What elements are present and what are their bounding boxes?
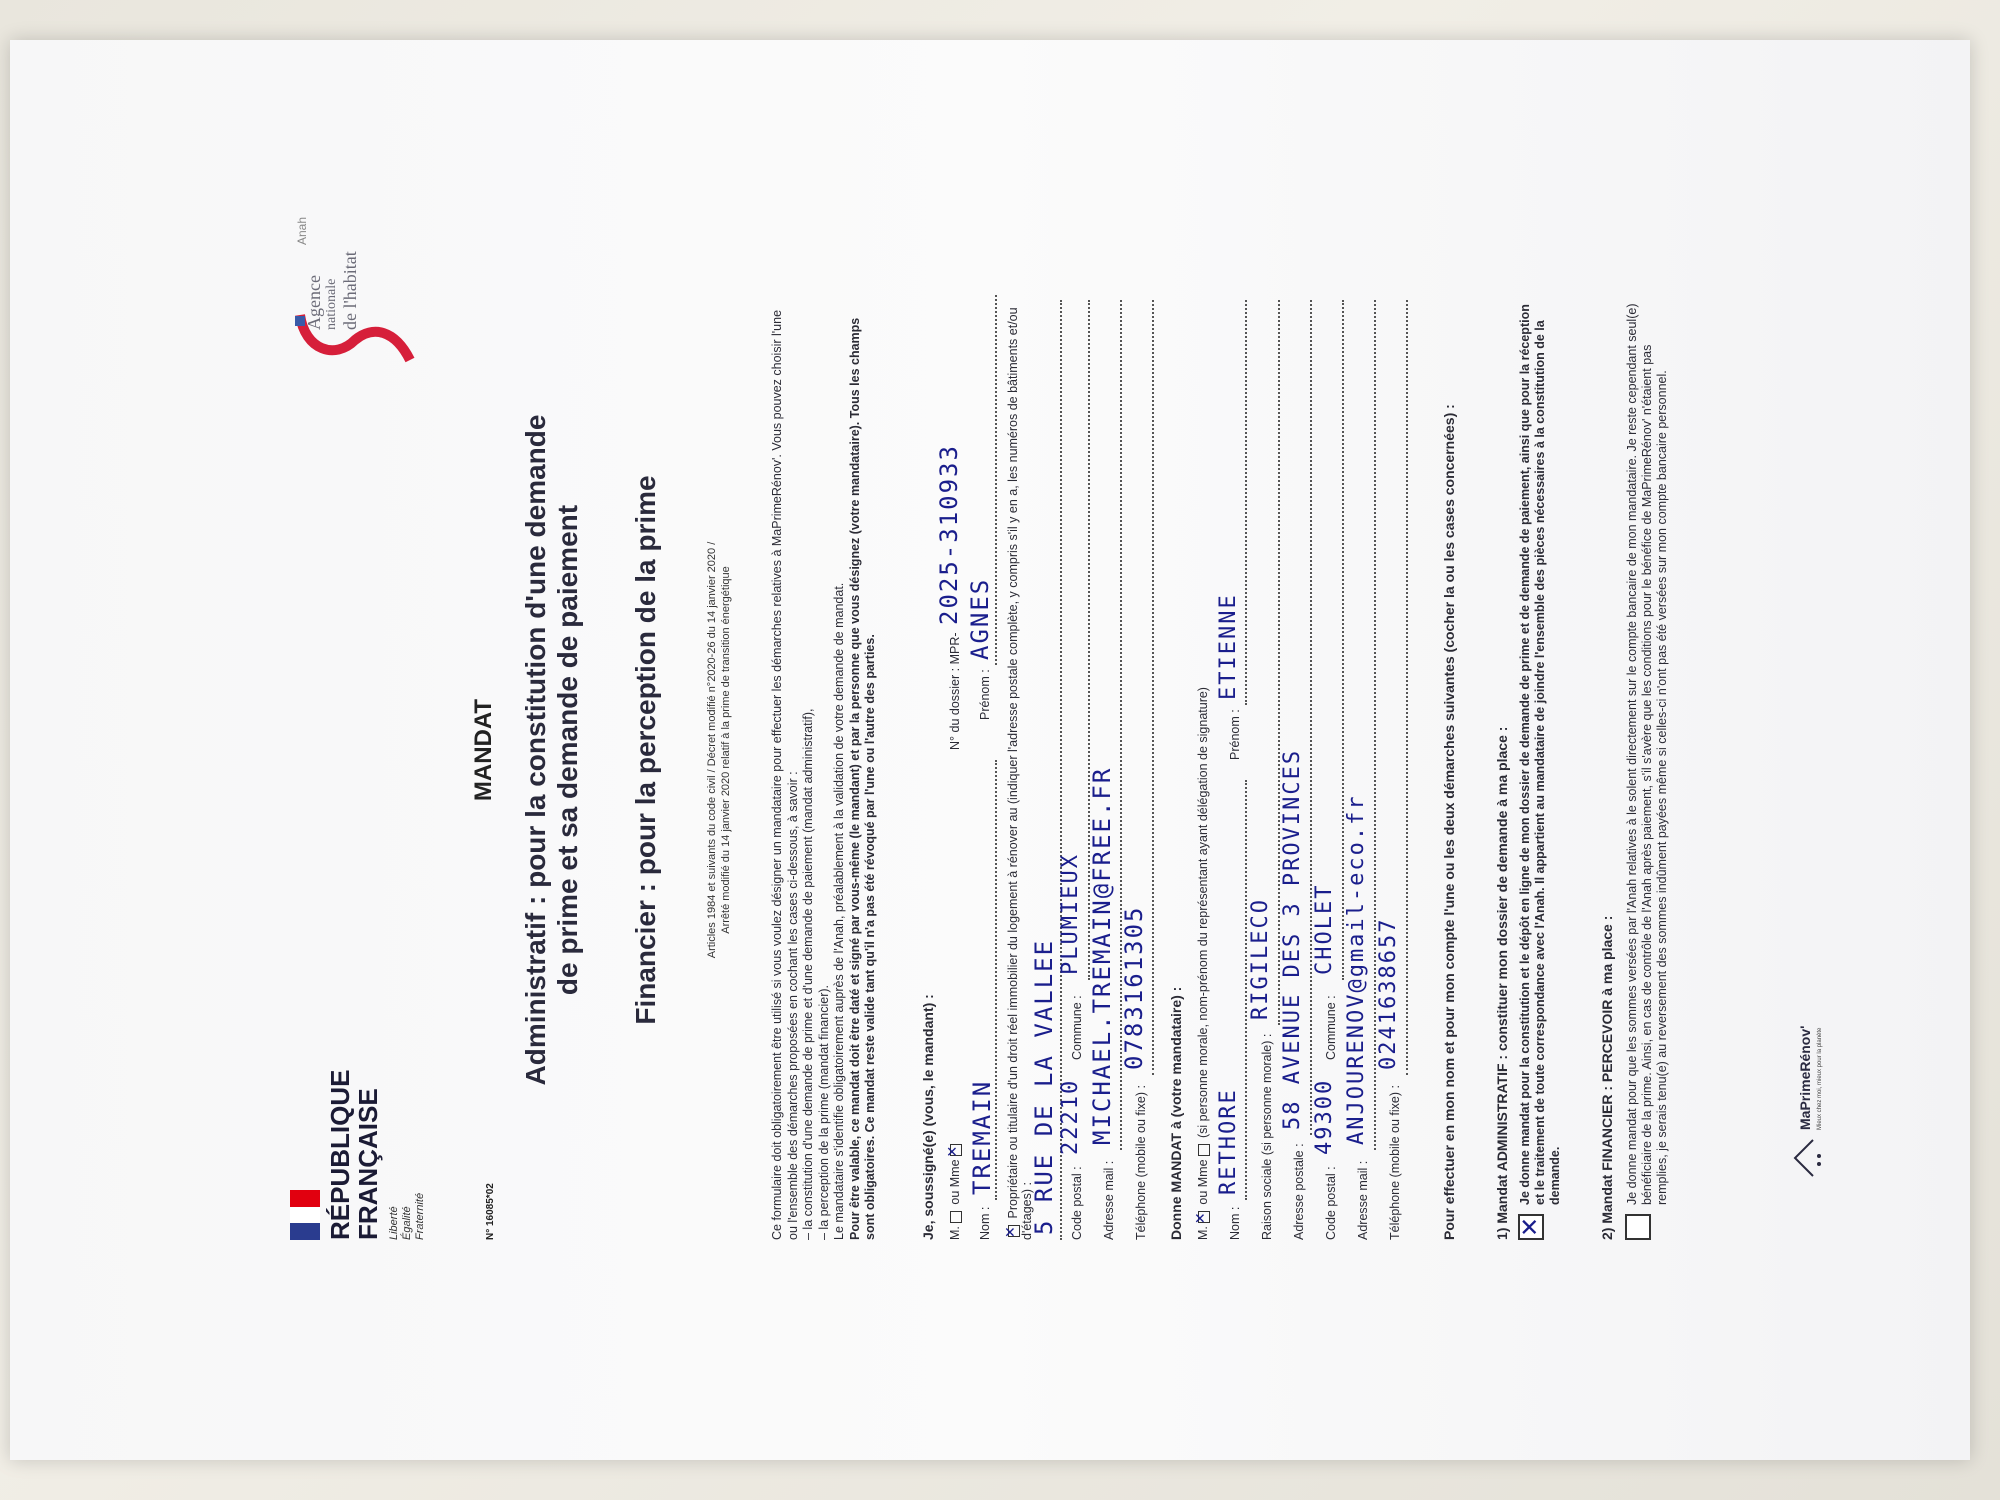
mandant-cp-field[interactable]: 22210	[1058, 1078, 1083, 1155]
agency-short: Anah	[295, 216, 309, 245]
intro-paragraph-5: Pour être valable, ce mandat doit être daté et signé par vous-même (le mandant) et par la personne que vous désignez (votre mandataire). Tous les champs sont obligatoires. Ce mandat reste valide tant qu'il n'a pas été révoqué par l'une ou l'autre des parties.	[847, 317, 877, 1240]
anah-logo	[295, 210, 425, 370]
mandant-heading: Je, soussigné(e) (vous, le mandant) :	[920, 994, 936, 1240]
motto-liberte: Liberté	[388, 1206, 400, 1240]
mandataire-email-label: Adresse mail :	[1356, 1160, 1370, 1240]
mandant-prenom-field[interactable]: AGNES	[966, 577, 994, 660]
mandant-nom-label: Nom :	[978, 1206, 992, 1240]
admin-mandate-heading: 1) Mandat ADMINISTRATIF : constituer mon dossier de demande à ma place :	[1494, 726, 1510, 1240]
mandataire-phone-label: Téléphone (mobile ou fixe) :	[1388, 1085, 1402, 1240]
mandataire-mme-checkbox[interactable]	[1198, 1144, 1210, 1156]
mandant-civility	[944, 1141, 962, 1240]
civility-m-label: M.	[948, 1226, 962, 1240]
agency-line-1: Agence	[304, 275, 324, 330]
mandataire-adresse-field[interactable]: 58 AVENUE DES 3 PROVINCES	[1280, 748, 1305, 1130]
mandataire-note: (si personne morale, nom-prénom du représentant ayant délégation de signature)	[1196, 687, 1210, 1138]
mandataire-commune-field[interactable]: CHOLET	[1312, 883, 1337, 975]
agency-line-2: nationale	[324, 278, 339, 330]
intro-paragraph-4: Le mandataire s'identifie obligatoirement auprès de l'Anah, préalablement à la validation de votre demande de mandat.	[832, 582, 846, 1240]
mandataire-raison-label: Raison sociale (si personne morale) :	[1260, 1033, 1274, 1240]
mandataire-adresse-label: Adresse postale :	[1292, 1143, 1306, 1240]
dossier-number-field[interactable]: 2025-310933	[935, 444, 963, 625]
demarches-intro: Pour effectuer en mon nom et pour mon compte l'une ou les deux démarches suivantes (cocher la ou les cases concernées) :	[1441, 404, 1457, 1240]
agency-line-3: de l'habitat	[340, 251, 360, 330]
articles-line-1: Articles 1984 et suivants du code civil / Décret modifié n°2020-26 du 14 janvier 2020 /	[706, 541, 718, 959]
mandataire-nom-label: Nom :	[1228, 1206, 1242, 1240]
mandataire-phone-field[interactable]: 0241638657	[1376, 917, 1401, 1070]
mandataire-heading: Donne MANDAT à (votre mandataire) :	[1168, 986, 1184, 1240]
page-title: MANDAT	[470, 698, 497, 802]
owner-text: Propriétaire ou titulaire d'un droit réel immobilier du logement à rénover au (indiquer l'adresse postale complète, y compris s'il y en a, les numéros de bâtiments et/ou d'étages) :	[1006, 307, 1034, 1240]
administrative-subtitle	[520, 340, 584, 1160]
admin-mandate-checkbox[interactable]: ✕	[1518, 1214, 1544, 1240]
maprimerenov-tagline: Mieux chez moi, mieux pour la planète	[1817, 1027, 1823, 1130]
mandant-commune-field[interactable]: PLUMIEUX	[1058, 853, 1083, 975]
maprimerenov-logo	[1785, 980, 1845, 1180]
republique-francaise-logo	[290, 1069, 427, 1240]
mandant-commune-label: Commune :	[1070, 995, 1084, 1060]
mandant-phone-label: Téléphone (mobile ou fixe) :	[1134, 1085, 1148, 1240]
administrative-line-2: de prime et sa demande de paiement	[552, 504, 583, 996]
civility-mme-checkbox[interactable]: ✕	[944, 1145, 961, 1158]
republic-name-line-2: FRANÇAISE	[353, 1088, 383, 1240]
articles-line-2: Arrêté modifié du 14 janvier 2020 relatif à la prime de transition énergétique	[720, 566, 732, 934]
intro-text	[770, 300, 879, 1240]
marianne-flag-icon	[290, 1190, 320, 1240]
admin-mandate-text: Je donne mandat pour la constitution et le dépôt en ligne de mon dossier de demande de prime et de demande de paiement, ainsi que pour la réception et le traitement de toute correspondance avec l'Anah. Il appartient au mandataire de joindre l'ensemble des pièces nécessaires à la constitution de la demande.	[1518, 304, 1562, 1205]
form-number: N° 16085*02	[485, 1183, 496, 1240]
financial-mandate-checkbox[interactable]	[1625, 1214, 1651, 1240]
financial-mandate-heading: 2) Mandat FINANCIER : PERCEVOIR à ma place :	[1599, 915, 1615, 1240]
dossier-label: N° du dossier : MPR-	[948, 632, 962, 750]
maprimerenov-brand: MaPrimeRénov'	[1797, 1025, 1813, 1130]
mandataire-commune-line	[1322, 300, 1344, 980]
mandant-email-field[interactable]: MICHAEL.TREMAIN@FREE.FR	[1088, 766, 1116, 1145]
financial-subtitle: Financier : pour la perception de la prime	[630, 475, 661, 1025]
mandataire-cp-field[interactable]: 49300	[1312, 1078, 1337, 1155]
mandataire-commune-label: Commune :	[1324, 995, 1338, 1060]
mandant-cp-label: Code postal :	[1070, 1166, 1084, 1240]
mandataire-email-field[interactable]: ANJOURENOV@gmail-eco.fr	[1344, 794, 1369, 1145]
civility-mme-label: ou Mme	[948, 1159, 962, 1205]
motto-fraternite: Fraternité	[414, 1192, 426, 1240]
civility-m-checkbox[interactable]	[950, 1211, 962, 1223]
paper-sheet	[10, 40, 1970, 1460]
house-icon	[1789, 1136, 1833, 1180]
mandataire-cp-label: Code postal :	[1324, 1166, 1338, 1240]
legal-references	[705, 370, 733, 1130]
intro-paragraph-1: Ce formulaire doit obligatoirement être utilisé si vous voulez désigner un mandataire pour effectuer les démarches relatives à MaPrimeRénov'. Vous pouvez choisir l'une ou l'ensemble des démarches proposées en cochant les cases ci-dessous, à savoir :	[770, 309, 800, 1240]
mandataire-civility	[1192, 687, 1210, 1240]
mandant-nom-field[interactable]: TREMAIN	[968, 1079, 996, 1195]
financial-mandate-text: Je donne mandat pour que les sommes versées par l'Anah relatives à le solent directement sur le compte bancaire de mon mandataire. Je reste cependant seul(e) bénéficiaire de la prime. Ainsi, en cas de contrôle de l'Anah après paiement, s'il s'avère que les conditions pour le bénéfice de MaPrimeRénov' n'étaient pas remplies, je serais tenu(e) au reversement des sommes indûment payées même si celles-ci n'ont pas été versées sur mon compte bancaire personnel.	[1625, 303, 1669, 1205]
mandataire-nom-field[interactable]: RETHORE	[1216, 1088, 1241, 1195]
owner-checkbox[interactable]: ✕	[1002, 1226, 1019, 1238]
mandant-email-label: Adresse mail :	[1102, 1160, 1116, 1240]
mandataire-raison-field[interactable]: RIGILECO	[1248, 898, 1273, 1020]
mandant-address-field[interactable]: 5 RUE DE LA VALLEE	[1030, 938, 1058, 1235]
mandant-prenom-label: Prénom :	[978, 669, 992, 720]
administrative-line-1: Administratif : pour la constitution d'une demande	[520, 414, 551, 1086]
intro-paragraph-3: – la perception de la prime (mandat financier).	[816, 985, 831, 1240]
mandataire-prenom-label: Prénom :	[1228, 709, 1242, 760]
intro-paragraph-2: – la constitution d'une demande de prime et d'une demande de paiement (mandat administratif),	[801, 708, 815, 1240]
mandat-form-page	[40, 100, 1940, 1480]
mandataire-prenom-field[interactable]: ETIENNE	[1216, 593, 1241, 700]
republic-name-line-1: RÉPUBLIQUE	[325, 1069, 355, 1240]
mandataire-m-label: M.	[1196, 1226, 1210, 1240]
mandataire-m-checkbox[interactable]: ✕	[1192, 1212, 1209, 1225]
mandataire-mme-label: ou Mme	[1196, 1159, 1210, 1205]
motto-egalite: Égalité	[401, 1206, 413, 1240]
mandant-phone-field[interactable]: 0783161305	[1120, 905, 1148, 1070]
